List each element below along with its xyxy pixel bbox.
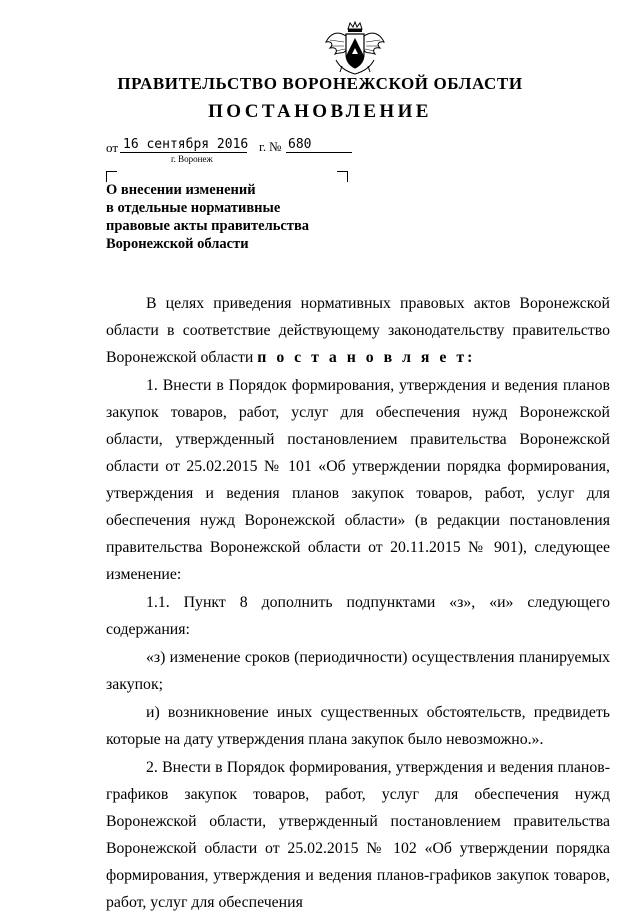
city-label: г. Воронеж bbox=[171, 154, 213, 164]
subitem-i: и) возникновение иных существенных обстоятельств, предвидеть которые на дату утверждения плана закупок было невозможно.». bbox=[106, 704, 610, 748]
document-subject bbox=[106, 181, 346, 253]
document-number: 680 bbox=[286, 137, 352, 153]
document-date: 16 сентября 2016 bbox=[120, 137, 247, 153]
subject-line: в отдельные нормативные bbox=[106, 200, 281, 216]
item-1-1: 1.1. Пункт 8 дополнить подпунктами «з», «и» следующего содержания: bbox=[106, 594, 610, 638]
item-2: 2. Внести в Порядок формирования, утверждения и ведения планов-графиков закупок товаров, работ, услуг для обеспечения нужд Воронежской области, утвержденный постановлением правительства Воронежской области от 25.02.2015 № 102 «Об утверждении порядка формирования, утверждения и ведения планов-графиков закупок товаров, работ, услуг для обеспечения bbox=[106, 759, 610, 911]
subitem-z: «з) изменение сроков (периодичности) осуществления планируемых закупок; bbox=[106, 649, 610, 693]
document-body bbox=[106, 290, 610, 916]
government-title: ПРАВИТЕЛЬСТВО ВОРОНЕЖСКОЙ ОБЛАСТИ bbox=[117, 74, 523, 93]
subject-line: правовые акты правительства bbox=[106, 218, 310, 234]
from-label: от bbox=[106, 140, 119, 155]
subject-line: О внесении изменений bbox=[106, 182, 256, 198]
number-label: № bbox=[269, 139, 282, 154]
document-type: ПОСТАНОВЛЕНИЕ bbox=[208, 101, 432, 122]
year-suffix: г. bbox=[259, 139, 267, 154]
coat-of-arms-icon bbox=[322, 20, 388, 78]
preamble-text: В целях приведения нормативных правовых актов Воронежской области в соответствие действующему законодательству правительство Воронежской области bbox=[106, 295, 610, 366]
date-number-line bbox=[106, 137, 366, 159]
item-1: 1. Внести в Порядок формирования, утверждения и ведения планов закупок товаров, работ, услуг для обеспечения нужд Воронежской области, утвержденный постановлением правительства Воронежской области от 25.02.2015 № 101 «Об утверждении порядка формирования, утверждения и ведения планов закупок товаров, работ, услуг для обеспечения нужд Воронежской области» (в редакции постановления правительства Воронежской области от 20.11.2015 № 901), следующее изменение: bbox=[106, 377, 610, 583]
subject-line: Воронежской области bbox=[106, 236, 249, 252]
resolves-word: п о с т а н о в л я е т: bbox=[257, 349, 476, 366]
preamble-paragraph bbox=[106, 290, 610, 371]
